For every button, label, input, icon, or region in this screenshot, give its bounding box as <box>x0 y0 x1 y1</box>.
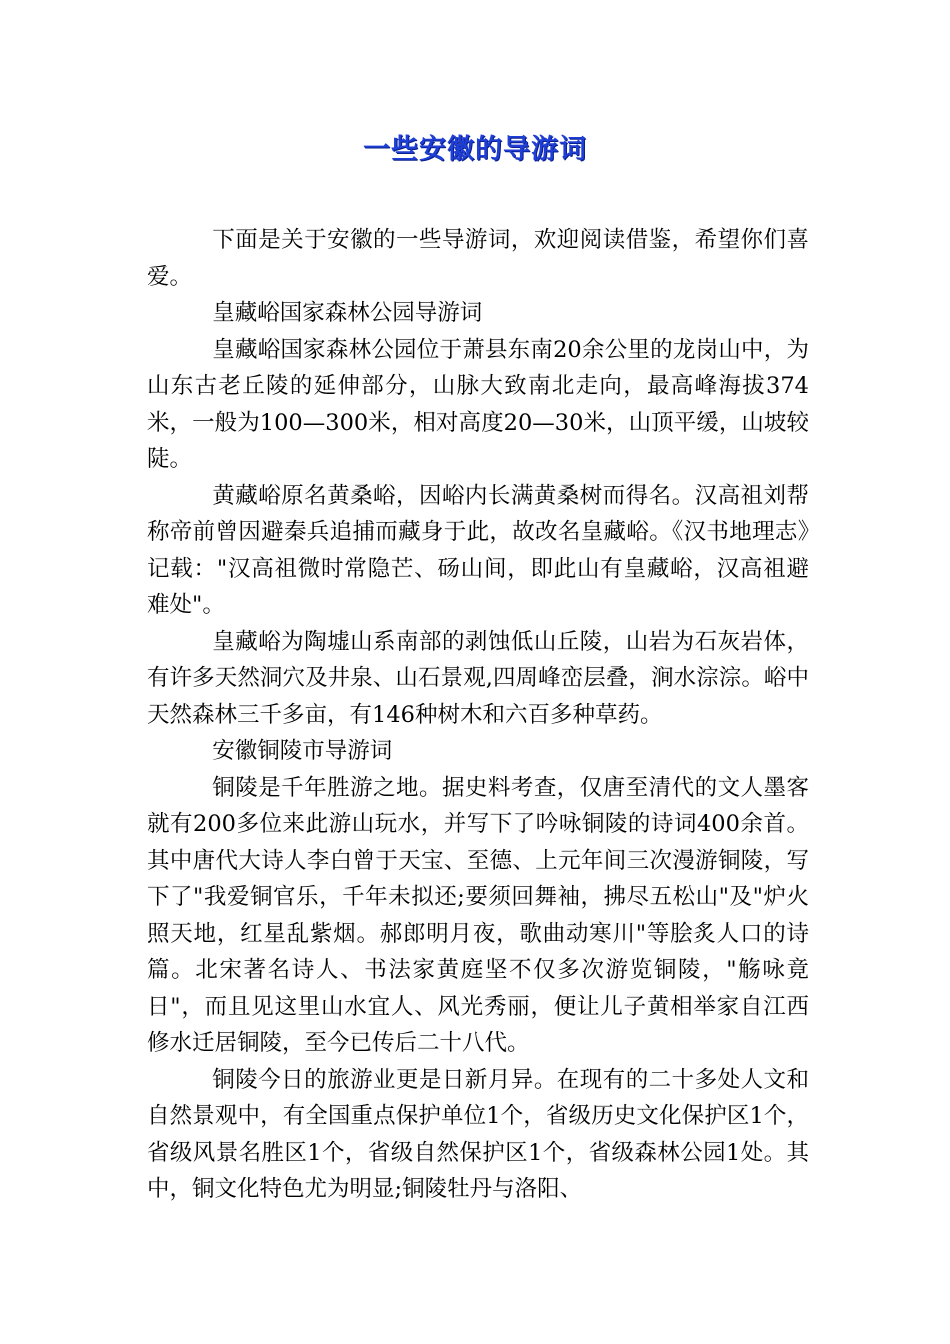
document-body <box>147 222 809 1208</box>
paragraph: 皇藏峪国家森林公园位于萧县东南20余公里的龙岗山中，为山东古老丘陵的延伸部分，山脉大致南北走向，最高峰海拔374米，一般为100—300米，相对高度20—30米，山顶平缓，山坡较陡。 <box>147 336 809 472</box>
paragraph: 黄藏峪原名黄桑峪，因峪内长满黄桑树而得名。汉高祖刘帮称帝前曾因避秦兵追捕而藏身于此，故改名皇藏峪。《汉书地理志》记载："汉高祖微时常隐芒、砀山间，即此山有皇藏峪，汉高祖避难处"。 <box>147 482 809 618</box>
section-heading-tongling: 安徽铜陵市导游词 <box>212 738 393 764</box>
document-title: 一些安徽的导游词 <box>363 134 587 165</box>
paragraph: 铜陵今日的旅游业更是日新月异。在现有的二十多处人文和自然景观中，有全国重点保护单位1个，省级历史文化保护区1个，省级风景名胜区1个，省级自然保护区1个，省级森林公园1处。其中，铜文化特色尤为明显;铜陵牡丹与洛阳、 <box>147 1066 809 1202</box>
paragraph: 皇藏峪为陶墟山系南部的剥蚀低山丘陵，山岩为石灰岩体，有许多天然洞穴及井泉、山石景观,四周峰峦层叠，涧水淙淙。峪中天然森林三千多亩，有146种树木和六百多种草药。 <box>147 628 809 728</box>
section-heading-huangzangyu: 皇藏峪国家森林公园导游词 <box>212 300 483 326</box>
paragraph: 铜陵是千年胜游之地。据史料考查，仅唐至清代的文人墨客就有200多位来此游山玩水，并写下了吟咏铜陵的诗词400余首。其中唐代大诗人李白曾于天宝、至德、上元年间三次漫游铜陵，写下了"我爱铜官乐，千年未拟还;要须回舞袖，拂尽五松山"及"炉火照天地，红星乱紫烟。郝郎明月夜，歌曲动寒川"等脍炙人口的诗篇。北宋著名诗人、书法家黄庭坚不仅多次游览铜陵，"觞咏竟日"，而且见这里山水宜人、风光秀丽，便让儿子黄相举家自江西修水迁居铜陵，至今已传后二十八代。 <box>147 774 809 1056</box>
paragraph-intro: 下面是关于安徽的一些导游词，欢迎阅读借鉴，希望你们喜爱。 <box>147 227 809 290</box>
